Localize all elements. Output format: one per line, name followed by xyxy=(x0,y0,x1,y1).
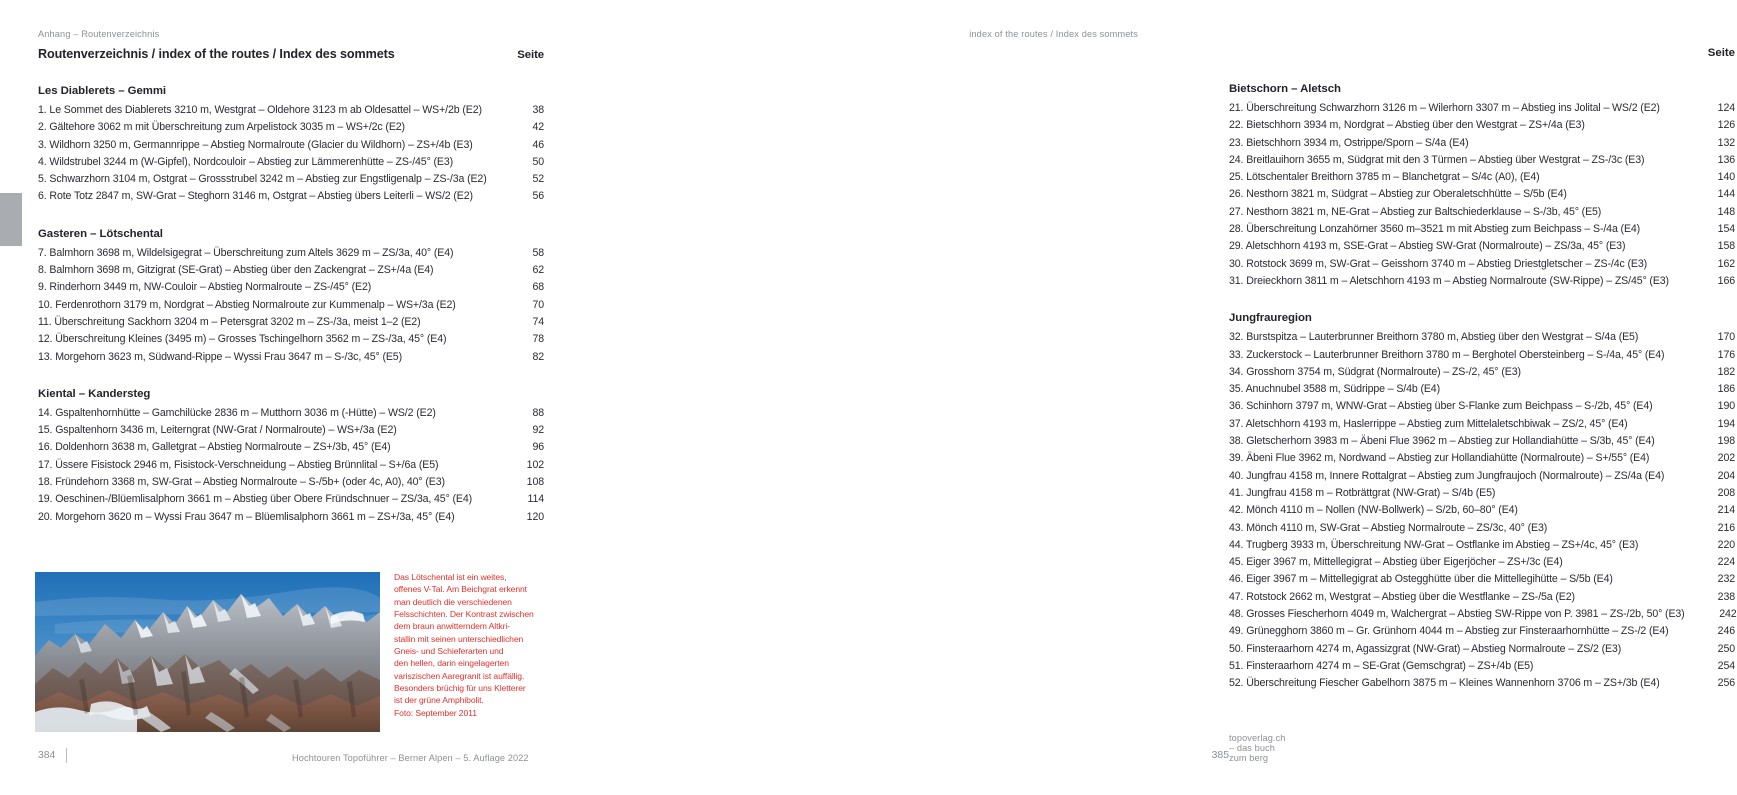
route-page-number: 56 xyxy=(532,190,544,203)
route-entry[interactable] xyxy=(1229,520,1735,537)
route-section xyxy=(38,388,544,526)
route-page-number: 220 xyxy=(1717,538,1735,551)
route-entry[interactable] xyxy=(1229,273,1735,290)
route-page-number: 232 xyxy=(1717,573,1735,586)
route-title: 49. Grünegghorn 3860 m – Gr. Grünhorn 4044 m – Abstieg zur Finsteraarhornhütte – ZS-/2 (E4) xyxy=(1229,625,1669,638)
route-entry[interactable] xyxy=(38,405,544,422)
route-title: 4. Wildstrubel 3244 m (W-Gipfel), Nordcouloir – Abstieg zur Lämmerenhütte – ZS-/45° (E3) xyxy=(38,155,454,168)
caption-line: Das Lötschental ist ein weites, xyxy=(394,572,507,582)
route-page-number: 214 xyxy=(1717,504,1735,517)
route-entry[interactable] xyxy=(1229,502,1735,519)
route-page-number: 114 xyxy=(527,493,544,506)
route-entry[interactable] xyxy=(1229,329,1735,346)
route-title: 11. Überschreitung Sackhorn 3204 m – Petersgrat 3202 m – ZS-/3a, meist 1–2 (E2) xyxy=(38,315,421,328)
route-section xyxy=(38,228,544,366)
photo-caption xyxy=(394,571,540,719)
route-page-number: 246 xyxy=(1717,625,1735,638)
route-title: 23. Bietschhorn 3934 m, Ostrippe/Sporn – S/4a (E4) xyxy=(1229,136,1469,149)
route-entry[interactable] xyxy=(1229,221,1735,238)
route-title: 34. Grosshorn 3754 m, Südgrat (Normalroute) – ZS-/2, 45° (E3) xyxy=(1229,365,1521,378)
route-page-number: 238 xyxy=(1717,590,1735,603)
route-entry[interactable] xyxy=(1229,589,1735,606)
route-title: 46. Eiger 3967 m – Mittellegigrat ab Ostegghütte über die Mittellegihütte – S/5b (E4) xyxy=(1229,573,1613,586)
route-entry[interactable] xyxy=(1229,364,1735,381)
route-title: 35. Anuchnubel 3588 m, Südrippe – S/4b (E4) xyxy=(1229,383,1440,396)
route-entry[interactable] xyxy=(38,188,544,205)
route-page-number: 224 xyxy=(1717,556,1735,569)
route-entry[interactable] xyxy=(38,102,544,119)
route-page-number: 208 xyxy=(1717,486,1735,499)
route-title: 13. Morgehorn 3623 m, Südwand-Rippe – Wyssi Frau 3647 m – S-/3c, 45° (E5) xyxy=(38,350,402,363)
route-page-number: 190 xyxy=(1717,400,1735,413)
running-head-right: index of the routes / Index des sommets xyxy=(969,29,1138,39)
section-heading: Jungfrauregion xyxy=(1229,312,1312,325)
route-page-number: 92 xyxy=(532,424,544,437)
route-entry[interactable] xyxy=(1229,152,1735,169)
section-heading: Gasteren – Lötschental xyxy=(38,227,163,240)
page-number-right: 385 xyxy=(1211,750,1229,761)
route-page-number: 88 xyxy=(532,406,544,419)
route-title: 50. Finsteraarhorn 4274 m, Agassizgrat (NW-Grat) – Abstieg Normalroute – ZS/2 (E3) xyxy=(1229,642,1622,655)
route-title: 30. Rotstock 3699 m, SW-Grat – Geisshorn 3740 m – Abstieg Driestgletscher – ZS-/4c (E3) xyxy=(1229,257,1648,270)
route-title: 3. Wildhorn 3250 m, Germannrippe – Abstieg Normalroute (Glacier du Wildhorn) – ZS+/4b (E3) xyxy=(38,138,473,151)
right-page xyxy=(584,0,1737,795)
right-sections-container xyxy=(1229,83,1735,693)
route-title: 28. Überschreitung Lonzahörner 3560 m–3521 m mit Abstieg zum Beichpass – S-/4a (E4) xyxy=(1229,223,1641,236)
route-entry[interactable] xyxy=(1229,169,1735,186)
route-entry[interactable] xyxy=(38,314,544,331)
route-title: 47. Rotstock 2662 m, Westgrat – Abstieg über die Westflanke – ZS-/5a (E2) xyxy=(1229,590,1575,603)
route-entry[interactable] xyxy=(38,297,544,314)
route-page-number: 78 xyxy=(532,333,544,346)
route-title: 16. Doldenhorn 3638 m, Galletgrat – Abstieg Normalroute – ZS+/3b, 45° (E4) xyxy=(38,441,391,454)
route-entry[interactable] xyxy=(1229,675,1735,692)
route-entry[interactable] xyxy=(1229,416,1735,433)
route-page-number: 176 xyxy=(1717,348,1735,361)
route-page-number: 124 xyxy=(1717,102,1735,114)
route-page-number: 70 xyxy=(532,298,544,311)
route-title: 37. Aletschhorn 4193 m, Haslerrippe – Abstieg zum Mittelaletschbiwak – ZS/2, 45° (E4) xyxy=(1229,417,1628,430)
index-title-row xyxy=(38,47,544,61)
caption-line: Felsschichten. Der Kontrast zwischen xyxy=(394,609,534,620)
route-title: 31. Dreieckhorn 3811 m – Aletschhorn 4193 m – Abstieg Normalroute (SW-Rippe) – ZS/45° (E3) xyxy=(1229,274,1669,287)
left-column xyxy=(38,47,544,526)
lotschental-photo xyxy=(35,572,380,732)
caption-line: Gneis- und Schieferarten und xyxy=(394,646,504,657)
route-page-number: 194 xyxy=(1717,417,1735,430)
route-title: 18. Fründehorn 3368 m, SW-Grat – Abstieg Normalroute – S-/5b+ (oder 4c, A0), 40° (E3) xyxy=(38,476,445,489)
route-page-number: 74 xyxy=(532,315,544,328)
route-page-number: 120 xyxy=(526,510,544,523)
page-column-header-right: Seite xyxy=(1707,47,1735,59)
route-page-number: 250 xyxy=(1717,642,1735,655)
route-page-number: 166 xyxy=(1717,274,1735,287)
route-title: 5. Schwarzhorn 3104 m, Ostgrat – Grossstrubel 3242 m – Abstieg zur Engstligenalp – ZS-/3a (E2) xyxy=(38,173,487,186)
route-entry[interactable] xyxy=(38,422,544,439)
route-entry[interactable] xyxy=(1229,468,1735,485)
route-entry[interactable] xyxy=(38,439,544,456)
footer-credit-left: Hochtouren Topoführer – Berner Alpen – 5. Auflage 2022 xyxy=(292,753,529,763)
route-title: 12. Überschreitung Kleines (3495 m) – Grosses Tschingelhorn 3562 m – ZS-/3a, 45° (E4) xyxy=(38,333,447,346)
caption-line: man deutlich die verschiedenen xyxy=(394,596,512,607)
route-entry[interactable] xyxy=(1229,100,1735,117)
route-entry[interactable] xyxy=(1229,571,1735,588)
route-entry[interactable] xyxy=(1229,450,1735,467)
route-entry[interactable] xyxy=(1229,238,1735,255)
route-entry[interactable] xyxy=(1229,347,1735,364)
route-title: 36. Schinhorn 3797 m, WNW-Grat – Abstieg über S-Flanke zum Beichpass – S-/2b, 45° (E4) xyxy=(1229,400,1653,413)
caption-line: den hellen, darin eingelagerten xyxy=(394,658,509,669)
route-page-number: 148 xyxy=(1717,205,1735,218)
route-page-number: 162 xyxy=(1717,257,1735,270)
route-title: 19. Oeschinen-/Blüemlisalphorn 3661 m – Abstieg über Obere Fründschnuer – ZS/3a, 45° (E4) xyxy=(38,493,473,506)
route-entry[interactable] xyxy=(38,509,544,526)
route-title: 1. Le Sommet des Diablerets 3210 m, Westgrat – Oldehore 3123 m ab Oldesattel – WS+/2b (E2) xyxy=(38,104,482,116)
route-title: 8. Balmhorn 3698 m, Gitzigrat (SE-Grat) – Abstieg über den Zackengrat – ZS+/4a (E4) xyxy=(38,264,434,277)
route-entry[interactable] xyxy=(1229,641,1735,658)
route-page-number: 158 xyxy=(1717,240,1735,253)
route-section xyxy=(38,85,544,206)
thumb-index-tab xyxy=(0,193,22,246)
route-page-number: 216 xyxy=(1717,521,1735,534)
route-title: 32. Burstspitza – Lauterbrunner Breithorn 3780 m, Abstieg über den Westgrat – S/4a (E5) xyxy=(1229,331,1639,344)
route-page-number: 170 xyxy=(1717,331,1735,344)
route-title: 51. Finsteraarhorn 4274 m – SE-Grat (Gemschgrat) – ZS+/4b (E5) xyxy=(1229,659,1534,672)
route-title: 48. Grosses Fiescherhorn 4049 m, Walchergrat – Abstieg SW-Rippe von P. 3981 – ZS-/2b, 50° (E3) xyxy=(1229,608,1685,621)
caption-line: offenes V-Tal. Am Beichgrat erkennt xyxy=(394,584,527,595)
route-title: 14. Gspaltenhornhütte – Gamchilücke 2836 m – Mutthorn 3036 m (-Hütte) – WS/2 (E2) xyxy=(38,406,436,419)
route-title: 21. Überschreitung Schwarzhorn 3126 m – Wilerhorn 3307 m – Abstieg ins Jolital – WS/2 (E2) xyxy=(1229,102,1660,114)
route-page-number: 38 xyxy=(532,104,544,116)
route-page-number: 144 xyxy=(1717,188,1735,201)
route-page-number: 186 xyxy=(1717,383,1735,396)
route-entry[interactable] xyxy=(1229,485,1735,502)
route-title: 42. Mönch 4110 m – Nollen (NW-Bollwerk) – S/2b, 60–80° (E4) xyxy=(1229,504,1518,517)
route-title: 20. Morgehorn 3620 m – Wyssi Frau 3647 m – Blüemlisalphorn 3661 m – ZS+/3a, 45° (E4) xyxy=(38,510,455,523)
route-entry[interactable] xyxy=(1229,186,1735,203)
route-title: 33. Zuckerstock – Lauterbrunner Breithorn 3780 m – Berghotel Obersteinberg – S-/4a, 45° (E4) xyxy=(1229,348,1665,361)
route-page-number: 46 xyxy=(532,138,544,151)
route-entry[interactable] xyxy=(1229,117,1735,134)
route-entry[interactable] xyxy=(38,279,544,296)
left-sections-container xyxy=(38,85,544,526)
route-title: 41. Jungfrau 4158 m – Rotbrättgrat (NW-Grat) – S/4b (E5) xyxy=(1229,486,1496,499)
route-page-number: 42 xyxy=(532,121,544,134)
route-entry[interactable] xyxy=(1229,658,1735,675)
caption-line: ist der grüne Amphibolit. xyxy=(394,695,484,706)
route-title: 15. Gspaltenhorn 3436 m, Leiterngrat (NW-Grat / Normalroute) – WS+/3a (E2) xyxy=(38,424,397,437)
caption-line: dem braun anwitterndem Altkri- xyxy=(394,621,510,632)
route-title: 2. Gältehore 3062 m mit Überschreitung zum Arpelistock 3035 m – WS+/2c (E2) xyxy=(38,121,405,134)
route-entry[interactable] xyxy=(38,491,544,508)
route-entry[interactable] xyxy=(38,474,544,491)
route-title: 24. Breitlauihorn 3655 m, Südgrat mit den 3 Türmen – Abstieg über Westgrat – ZS-/3c (E3) xyxy=(1229,153,1645,166)
route-title: 39. Äbeni Flue 3962 m, Nordwand – Abstieg zur Hollandiahütte (Normalroute) – S+/55° (E4) xyxy=(1229,452,1650,465)
section-heading: Kiental – Kandersteg xyxy=(38,387,151,400)
route-page-number: 68 xyxy=(532,281,544,294)
route-entry[interactable] xyxy=(1229,135,1735,152)
running-head-left: Anhang – Routenverzeichnis xyxy=(38,29,160,39)
footer-credit-right: topoverlag.ch – das buch zum berg xyxy=(1229,733,1286,763)
route-page-number: 242 xyxy=(1719,608,1737,621)
page-column-header-left: Seite xyxy=(517,49,544,61)
route-entry[interactable] xyxy=(38,137,544,154)
section-heading: Bietschorn – Aletsch xyxy=(1229,83,1341,95)
route-title: 45. Eiger 3967 m, Mittellegigrat – Abstieg über Eigerjöcher – ZS+/3c (E4) xyxy=(1229,556,1563,569)
route-title: 7. Balmhorn 3698 m, Wildelsigegrat – Überschreitung zum Altels 3629 m – ZS/3a, 40° (E4) xyxy=(38,246,454,259)
route-section xyxy=(1229,312,1735,692)
route-title: 38. Gletscherhorn 3983 m – Äbeni Flue 3962 m – Abstieg zur Hollandiahütte – S/3b, 45° (E4) xyxy=(1229,435,1655,448)
route-page-number: 82 xyxy=(532,350,544,363)
route-entry[interactable] xyxy=(38,331,544,348)
route-entry[interactable] xyxy=(1229,623,1735,640)
route-title: 52. Überschreitung Fiescher Gabelhorn 3875 m – Kleines Wannenhorn 3706 m – ZS+/3b (E4) xyxy=(1229,677,1660,690)
route-title: 25. Lötschentaler Breithorn 3785 m – Blanchetgrat – S/4c (A0), (E4) xyxy=(1229,171,1540,184)
route-section xyxy=(1229,83,1735,290)
route-page-number: 154 xyxy=(1717,223,1735,236)
route-title: 22. Bietschhorn 3934 m, Nordgrat – Abstieg über den Westgrat – ZS+/4a (E3) xyxy=(1229,119,1585,132)
route-page-number: 126 xyxy=(1717,119,1735,132)
route-title: 44. Trugberg 3933 m, Überschreitung NW-Grat – Ostflanke im Abstieg – ZS+/4c, 45° (E3) xyxy=(1229,538,1639,551)
route-page-number: 62 xyxy=(532,264,544,277)
route-entry[interactable] xyxy=(38,154,544,171)
route-title: 43. Mönch 4110 m, SW-Grat – Abstieg Normalroute – ZS/3c, 40° (E3) xyxy=(1229,521,1548,534)
route-page-number: 136 xyxy=(1717,153,1735,166)
route-entry[interactable] xyxy=(38,262,544,279)
caption-lines xyxy=(394,571,540,719)
route-entry[interactable] xyxy=(1229,398,1735,415)
caption-line: variszischen Aaregranit ist auffällig. xyxy=(394,670,525,681)
route-entry[interactable] xyxy=(1229,256,1735,273)
route-title: 40. Jungfrau 4158 m, Innere Rottalgrat – Abstieg zum Jungfraujoch (Normalroute) – ZS/4a (E4) xyxy=(1229,469,1665,482)
route-page-number: 182 xyxy=(1717,365,1735,378)
route-entry[interactable] xyxy=(1229,606,1735,623)
route-page-number: 58 xyxy=(532,246,544,259)
route-page-number: 202 xyxy=(1717,452,1735,465)
route-entry[interactable] xyxy=(1229,537,1735,554)
route-entry[interactable] xyxy=(38,349,544,366)
route-title: 10. Ferdenrothorn 3179 m, Nordgrat – Abstieg Normalroute zur Kummenalp – WS+/3a (E2) xyxy=(38,298,456,311)
page-number-left: 384 xyxy=(38,750,56,761)
caption-line: stallin mit seinen unterschiedlichen xyxy=(394,633,524,644)
route-page-number: 132 xyxy=(1717,136,1735,149)
route-entry[interactable] xyxy=(1229,204,1735,221)
route-page-number: 198 xyxy=(1717,435,1735,448)
caption-line: Foto: September 2011 xyxy=(394,707,477,718)
route-title: 17. Üssere Fisistock 2946 m, Fisistock-Verschneidung – Abstieg Brünnlital – S+/6a (E5) xyxy=(38,458,439,471)
route-title: 6. Rote Totz 2847 m, SW-Grat – Steghorn 3146 m, Ostgrat – Abstieg übers Leiterli – WS/2 (E2) xyxy=(38,190,473,203)
photo-graphic xyxy=(35,572,380,732)
route-entry[interactable] xyxy=(38,245,544,262)
route-entry[interactable] xyxy=(38,171,544,188)
route-entry[interactable] xyxy=(38,457,544,474)
caption-line: Besonders brüchig für uns Kletterer xyxy=(394,683,526,694)
route-page-number: 96 xyxy=(532,441,544,454)
route-title: 29. Aletschhorn 4193 m, SSE-Grat – Abstieg SW-Grat (Normalroute) – ZS/3a, 45° (E3) xyxy=(1229,240,1626,253)
route-entry[interactable] xyxy=(1229,554,1735,571)
route-entry[interactable] xyxy=(1229,433,1735,450)
route-title: 26. Nesthorn 3821 m, Südgrat – Abstieg zur Oberaletschhütte – S/5b (E4) xyxy=(1229,188,1567,201)
route-page-number: 108 xyxy=(526,476,544,489)
section-heading: Les Diablerets – Gemmi xyxy=(38,85,167,97)
folio-rule-left xyxy=(66,748,67,763)
route-page-number: 256 xyxy=(1717,677,1735,690)
right-column xyxy=(1229,47,1735,693)
folio-left xyxy=(38,748,78,763)
route-entry[interactable] xyxy=(38,119,544,136)
route-page-number: 254 xyxy=(1717,659,1735,672)
route-page-number: 204 xyxy=(1717,469,1735,482)
route-page-number: 50 xyxy=(532,155,544,168)
page-title: Routenverzeichnis / index of the routes / Index des sommets xyxy=(38,47,395,61)
route-page-number: 52 xyxy=(532,173,544,186)
route-title: 9. Rinderhorn 3449 m, NW-Couloir – Abstieg Normalroute – ZS-/45° (E2) xyxy=(38,281,372,294)
route-title: 27. Nesthorn 3821 m, NE-Grat – Abstieg zur Baltschiederklause – S-/3b, 45° (E5) xyxy=(1229,205,1602,218)
route-page-number: 140 xyxy=(1717,171,1735,184)
route-entry[interactable] xyxy=(1229,381,1735,398)
route-page-number: 102 xyxy=(526,458,544,471)
left-page xyxy=(0,0,584,795)
